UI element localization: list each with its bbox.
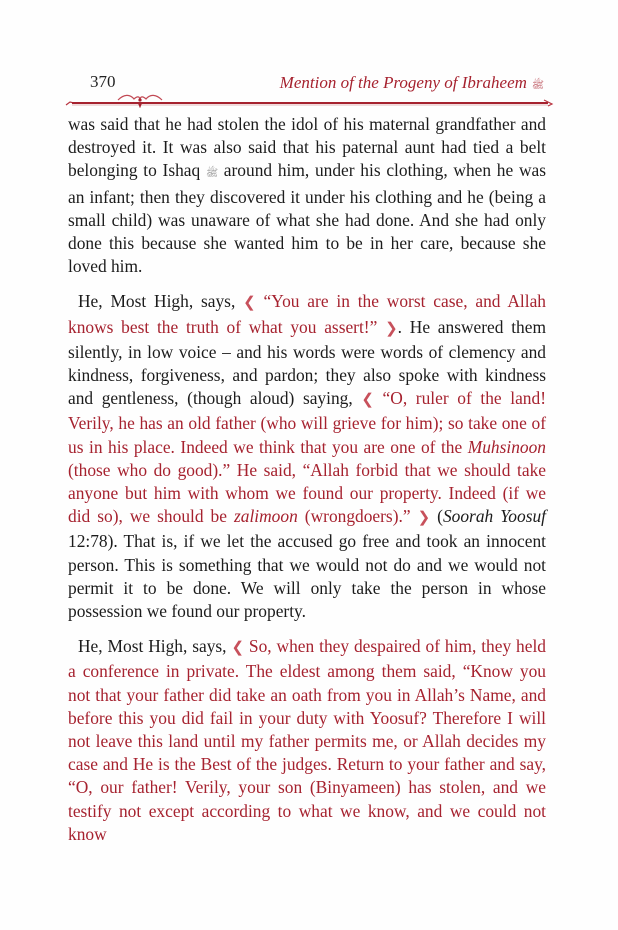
text-run: He, Most High, says, [78,636,232,657]
quran-quote: (those who do good).” He said, “Allah forbid that we should take anyone but him with whom we found our property. Indeed (if we did so), we should be [68,459,546,527]
quran-quote: “You are in the worst case, and Allah knows best the truth of what you assert!” [68,291,546,337]
quran-quote-italic: zalimoon [234,506,298,527]
italic-reference: Soorah Yoosuf [442,506,546,527]
header-ornament-rule [64,94,556,108]
text-run: around him, under his clothing, when he was an infant; then they discovered it under his clothing and he (being a small child) was unaware of what she had done. And she had only done this because she wanted him to be in her care, because she loved him. [68,160,547,277]
quran-bracket: ❮ [231,640,245,657]
text-run: ( [430,506,443,527]
quran-quote-italic: Muhsinoon [467,436,546,457]
paragraph [68,290,546,623]
text-run: . He answered them silently, in low voice – and his words were words of clemency and kindness, forgiveness, and pardon; they also spoke with kindness and gentleness, (though aloud) saying, [68,316,546,409]
quran-bracket: ❮ [243,295,256,312]
paragraph-gap [68,278,546,290]
page-header [64,72,556,108]
quran-bracket: ❯ [417,510,431,527]
quran-bracket: ❮ [361,392,374,409]
quran-quote: So, when they despaired of him, they held a conference in private. The eldest among them said, “Know you not that your father did take an oath from you in Allah’s Name, and before this you did fail in your duty with Yoosuf? Therefore I will not leave this land until my father permits me, or Allah decides my case and He is the Best of the judges. Return to your father and say, “O, our father! Verily, your son (Binyameen) has stolen, and we testify not except according to what we know, and we could not know [68,636,546,844]
quran-bracket: ❯ [385,320,398,337]
paragraph [68,113,546,278]
text-run: was said that he had stolen the idol of his maternal grandfather and destroyed it. It was also said that his paternal aunt had tied a belt belonging to Ishaq [68,114,546,181]
page-number: 370 [90,72,116,91]
quran-quote: “O, ruler of the land! Verily, he has an old father (who will grieve for him); so take one of us in his place. Indeed we think that you are one of the [68,388,546,457]
text-run: 12:78). That is, if we let the accused go free and took an innocent person. This is something that we would not do and we would not permit it to be done. We will only take the person in whose possession we found our property. [68,531,546,622]
honorific-glyph: ﷺ [205,168,219,180]
paragraph-gap [68,623,546,635]
running-title [280,73,544,93]
body-text [68,113,546,846]
text-run: He, Most High, says, [78,291,244,312]
honorific-glyph: ﷺ [531,80,544,91]
running-title-text: Mention of the Progeny of Ibraheem [279,73,527,92]
quran-quote: (wrongdoers).” [297,506,418,527]
paragraph [68,635,546,846]
